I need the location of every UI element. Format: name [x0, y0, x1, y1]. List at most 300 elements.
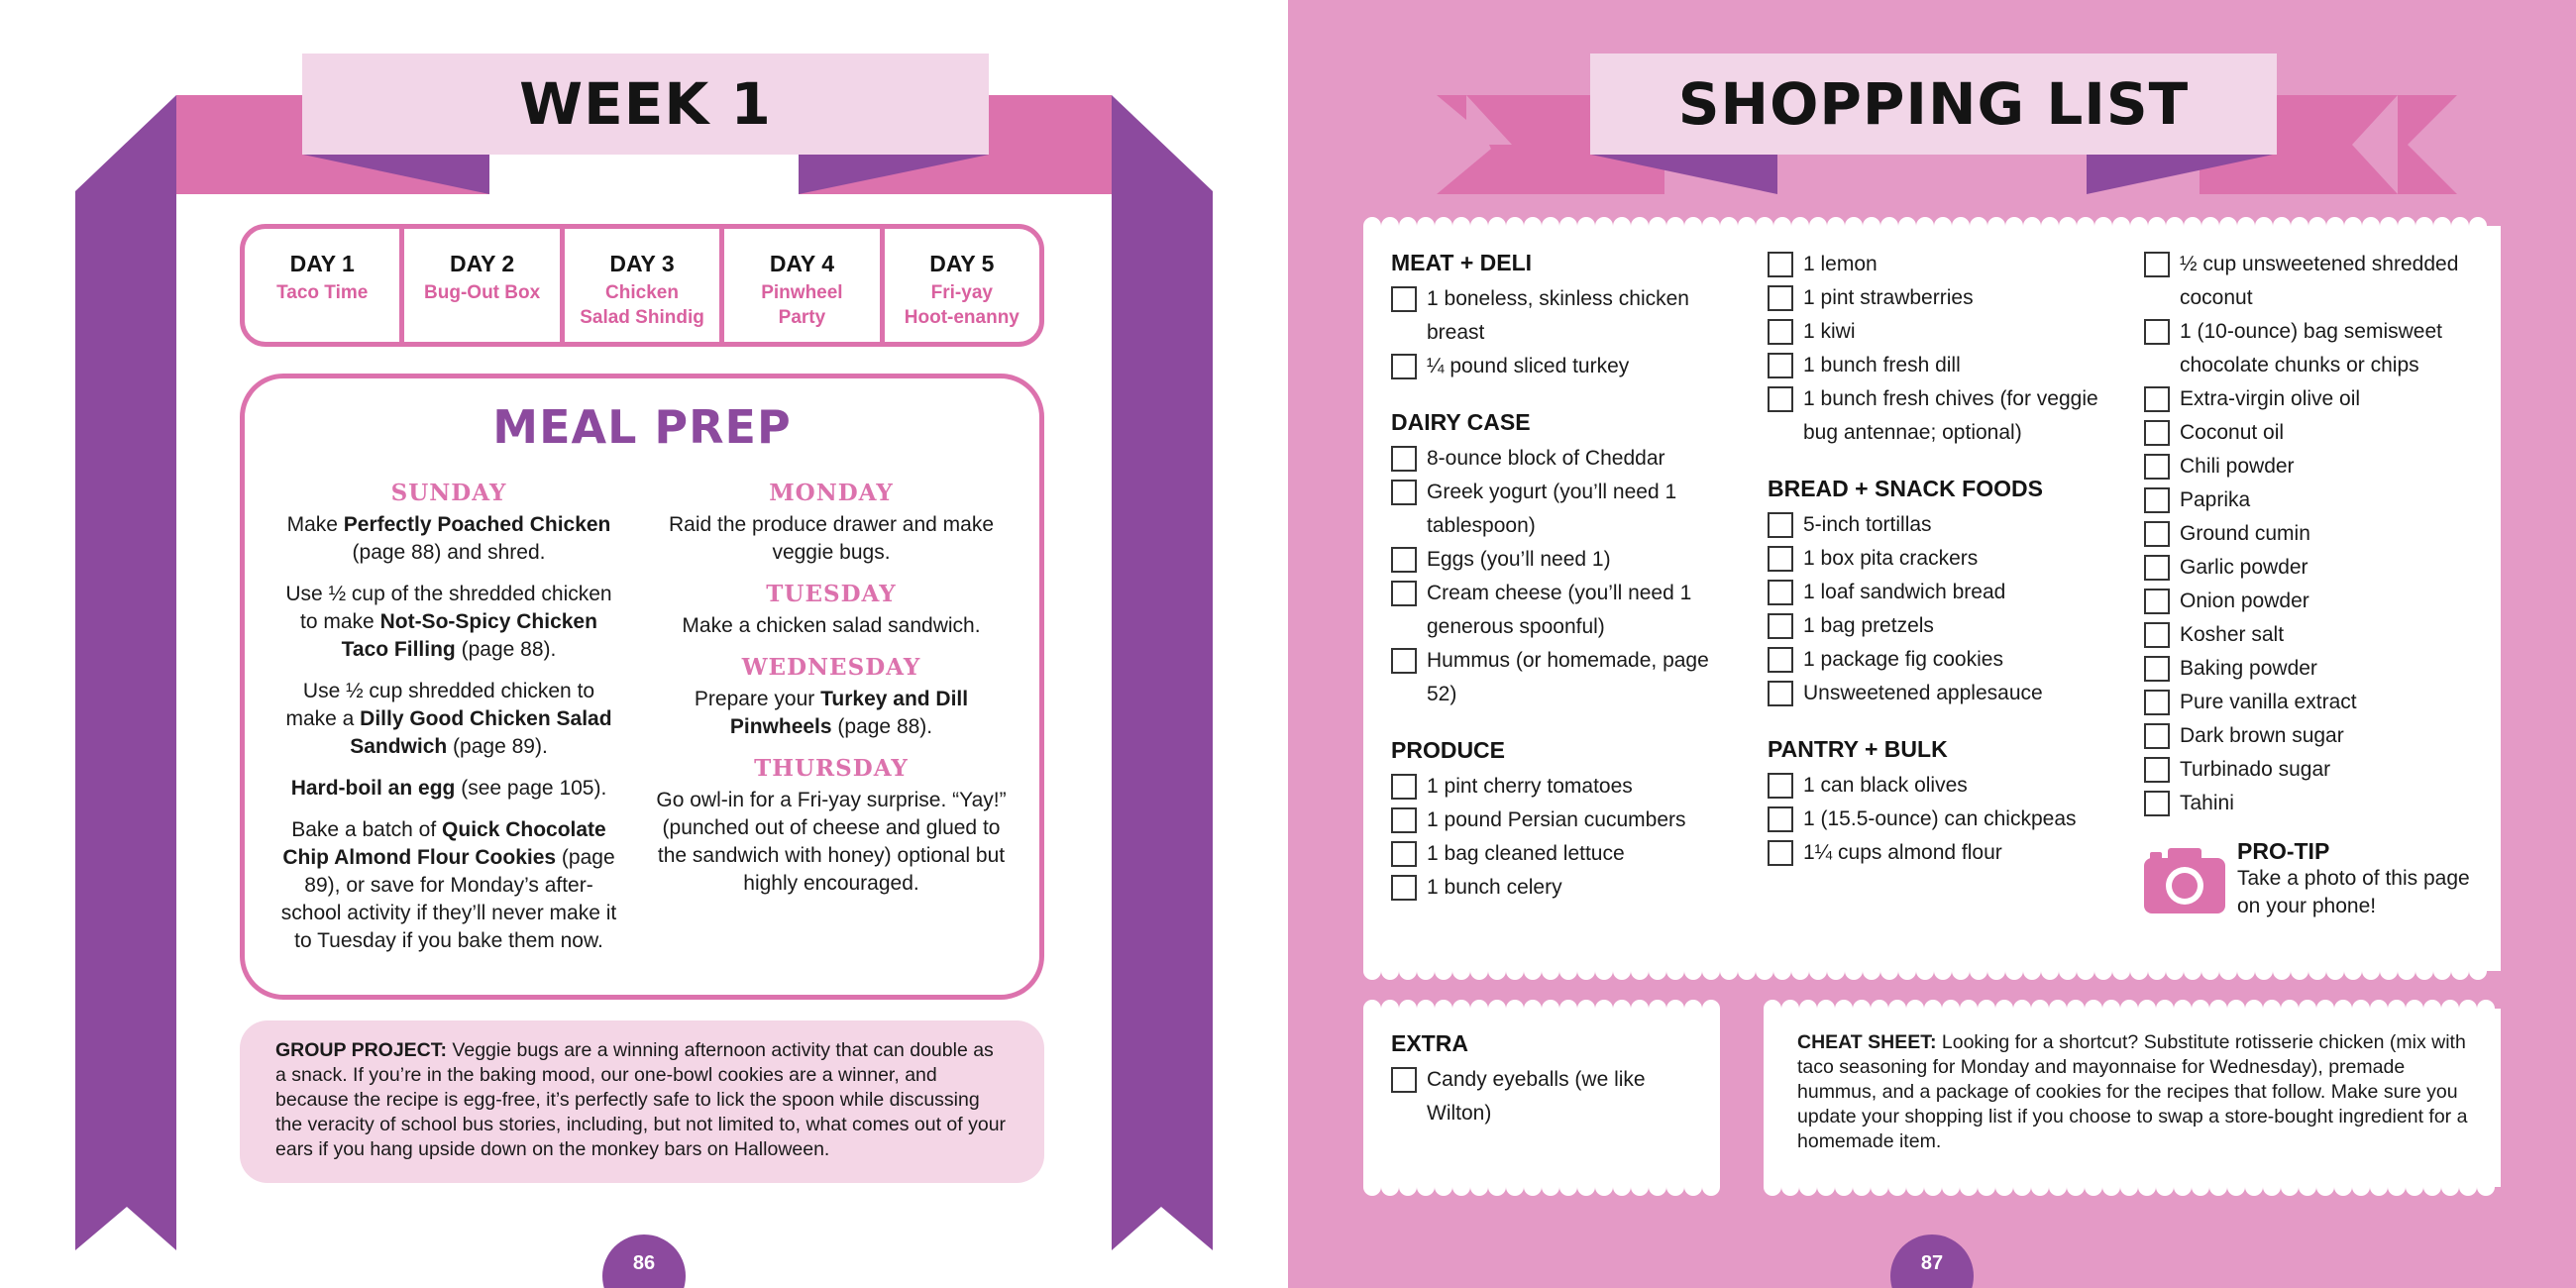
- scallop: [1613, 962, 1631, 980]
- checkbox[interactable]: [1768, 252, 1793, 277]
- shopping-item[interactable]: 1 bunch celery: [1391, 871, 1728, 905]
- shopping-item[interactable]: 1 lemon: [1768, 248, 2114, 281]
- pro-tip-heading: PRO-TIP: [2237, 838, 2330, 864]
- scallop: [1924, 1000, 1942, 1018]
- shopping-item[interactable]: Hummus (or homemade, page 52): [1391, 644, 1728, 711]
- scallop: [1559, 1178, 1577, 1196]
- shopping-item[interactable]: Turbinado sugar: [2144, 753, 2481, 787]
- scallop: [2469, 217, 2487, 235]
- scallop: [1631, 962, 1649, 980]
- scallop: [1720, 962, 1738, 980]
- scallop: [1577, 217, 1595, 235]
- scallop: [1817, 1000, 1835, 1018]
- shopping-section: [1768, 248, 2114, 450]
- checkbox[interactable]: [1768, 806, 1793, 832]
- monday-heading: MONDAY: [769, 480, 894, 506]
- scallop: [2059, 962, 2077, 980]
- scallop: [2291, 962, 2308, 980]
- scallop: [2423, 1178, 2441, 1196]
- shopping-item[interactable]: 1 loaf sandwich bread: [1768, 576, 2114, 609]
- scallop: [2166, 217, 2184, 235]
- shopping-section: [1391, 409, 1728, 711]
- scallop: [1888, 1178, 1906, 1196]
- scallop: [2067, 1000, 2085, 1018]
- scallop: [1506, 962, 1524, 980]
- shopping-item[interactable]: Dark brown sugar: [2144, 719, 2481, 753]
- shopping-item[interactable]: 1 bag pretzels: [1768, 609, 2114, 643]
- scallop: [2209, 1178, 2227, 1196]
- meal-prep-title: MEAL PREP: [492, 400, 792, 454]
- scallop: [1488, 1178, 1506, 1196]
- scallop: [1381, 1178, 1399, 1196]
- page-number: 87: [1890, 1234, 1974, 1288]
- section-heading: MEAT + DELI: [1391, 250, 1533, 275]
- scallop: [2255, 962, 2273, 980]
- scallop: [1916, 217, 1934, 235]
- shopping-item[interactable]: 1 box pita crackers: [1768, 542, 2114, 576]
- checkbox[interactable]: [2144, 589, 2170, 614]
- scallop: [1906, 1178, 1924, 1196]
- scallop: [1506, 1178, 1524, 1196]
- sunday-column: [280, 480, 617, 969]
- checkbox[interactable]: [2144, 555, 2170, 581]
- scallop: [1452, 962, 1470, 980]
- day-name: Taco Time: [276, 282, 369, 303]
- scallop: [1987, 217, 2005, 235]
- scallop: [1871, 1178, 1888, 1196]
- checkbox[interactable]: [2144, 420, 2170, 446]
- scallop: [2237, 962, 2255, 980]
- shopping-item[interactable]: 1 bunch fresh chives (for veggie bug antennae; optional): [1768, 382, 2114, 450]
- scallop: [2005, 962, 2023, 980]
- checkbox[interactable]: [1768, 353, 1793, 378]
- checkbox[interactable]: [2144, 723, 2170, 749]
- scallop: [2166, 962, 2184, 980]
- scallop: [1853, 1000, 1871, 1018]
- scallop: [1363, 962, 1381, 980]
- right-page: [1288, 0, 2576, 1288]
- day-tabs: [240, 224, 1044, 347]
- cheat-sheet-text: Looking for a shortcut? Substitute rotisserie chicken (mix with taco seasoning for Monday and mayonnaise for Wednesday), premade hummus, and a package of cookies for the recipes that follow. Make sure you update your shopping list if you choose to swap a store-bought ingredient for a homemade item.: [1797, 1031, 2468, 1152]
- scallop: [1381, 217, 1399, 235]
- scallop: [1781, 1000, 1799, 1018]
- shopping-item[interactable]: 1 (15.5-ounce) can chickpeas: [1768, 803, 2114, 836]
- scallop: [2174, 1000, 2192, 1018]
- checkbox[interactable]: [2144, 521, 2170, 547]
- scallop: [2237, 217, 2255, 235]
- shopping-item[interactable]: Chili powder: [2144, 450, 2481, 483]
- scallop: [2120, 1178, 2138, 1196]
- shopping-item[interactable]: 1 (10-ounce) bag semisweet chocolate chunks or chips: [2144, 315, 2481, 382]
- cheat-sheet-label: CHEAT SHEET:: [1797, 1031, 1937, 1053]
- scallop: [2344, 962, 2362, 980]
- scallop: [1952, 217, 1970, 235]
- weekday-column: [653, 480, 1010, 912]
- scallop: [1942, 1178, 1960, 1196]
- scallop: [2227, 1178, 2245, 1196]
- shopping-item[interactable]: Baking powder: [2144, 652, 2481, 686]
- checkbox[interactable]: [2144, 252, 2170, 277]
- scallop: [1399, 962, 1417, 980]
- scallop: [2406, 1000, 2423, 1018]
- scallop: [1835, 1000, 1853, 1018]
- scallop: [2308, 217, 2326, 235]
- scallop: [1799, 1178, 1817, 1196]
- scallop: [2174, 1178, 2192, 1196]
- scallop: [2255, 217, 2273, 235]
- scallop: [2433, 217, 2451, 235]
- scallop: [1995, 1178, 2013, 1196]
- scallop: [1666, 962, 1684, 980]
- shopping-item[interactable]: Paprika: [2144, 483, 2481, 517]
- scallop: [2112, 962, 2130, 980]
- wednesday-heading: WEDNESDAY: [741, 654, 921, 681]
- scallop: [2077, 217, 2094, 235]
- scallop: [1809, 217, 1827, 235]
- day-tab: [885, 229, 1039, 342]
- scallop: [2031, 1178, 2049, 1196]
- scallop: [1684, 1178, 1702, 1196]
- shopping-item[interactable]: Coconut oil: [2144, 416, 2481, 450]
- scallop: [2451, 962, 2469, 980]
- tuesday-heading: TUESDAY: [766, 581, 897, 607]
- page-title: WEEK 1: [302, 54, 989, 155]
- checkbox[interactable]: [1391, 774, 1417, 800]
- scallop: [2299, 1000, 2316, 1018]
- section-heading: DAIRY CASE: [1391, 409, 1531, 435]
- shopping-item[interactable]: Onion powder: [2144, 585, 2481, 618]
- scallop: [2370, 1178, 2388, 1196]
- shopping-item[interactable]: Eggs (you’ll need 1): [1391, 543, 1728, 577]
- scallop: [1970, 962, 1987, 980]
- checkbox[interactable]: [2144, 319, 2170, 345]
- checkbox[interactable]: [2144, 656, 2170, 682]
- checkbox[interactable]: [1391, 480, 1417, 505]
- scallop: [1978, 1178, 1995, 1196]
- sunday-heading: SUNDAY: [390, 480, 507, 506]
- scallop: [2005, 217, 2023, 235]
- scallop: [2067, 1178, 2085, 1196]
- checkbox[interactable]: [1768, 647, 1793, 673]
- scallop: [2130, 962, 2148, 980]
- scallop: [1470, 1000, 1488, 1018]
- scallop: [1809, 962, 1827, 980]
- scallop: [1577, 1000, 1595, 1018]
- checkbox[interactable]: [1391, 807, 1417, 833]
- shopping-column-2: [1768, 248, 2114, 896]
- scallop: [2273, 217, 2291, 235]
- day-name: Pinwheel Party: [761, 282, 843, 328]
- shopping-item[interactable]: 1 package fig cookies: [1768, 643, 2114, 677]
- checkbox[interactable]: [1391, 581, 1417, 606]
- scallop: [1952, 962, 1970, 980]
- day-number: DAY 3: [609, 251, 675, 276]
- scallop: [2406, 1178, 2423, 1196]
- scallop: [1845, 217, 1863, 235]
- shopping-item[interactable]: Cream cheese (you’ll need 1 generous spoonful): [1391, 577, 1728, 644]
- scallop: [1845, 962, 1863, 980]
- scallop: [1649, 217, 1666, 235]
- shopping-section: [1768, 476, 2114, 710]
- scallop: [2316, 1178, 2334, 1196]
- scallop: [1799, 1000, 1817, 1018]
- scallop: [2094, 962, 2112, 980]
- shopping-item[interactable]: ½ cup unsweetened shredded coconut: [2144, 248, 2481, 315]
- checkbox[interactable]: [1391, 446, 1417, 472]
- checkbox[interactable]: [2144, 622, 2170, 648]
- scallop: [1666, 1000, 1684, 1018]
- shopping-item[interactable]: 1 bag cleaned lettuce: [1391, 837, 1728, 871]
- shopping-item[interactable]: 1 kiwi: [1768, 315, 2114, 349]
- shopping-item[interactable]: Pure vanilla extract: [2144, 686, 2481, 719]
- checkbox[interactable]: [1768, 580, 1793, 605]
- checkbox[interactable]: [1768, 319, 1793, 345]
- scallop: [1898, 962, 1916, 980]
- prep-step: Prepare your Turkey and Dill Pinwheels (page 88).: [694, 688, 969, 738]
- scallop: [1738, 962, 1756, 980]
- checkbox[interactable]: [1768, 681, 1793, 706]
- scallop: [2209, 1000, 2227, 1018]
- scallop: [1577, 1178, 1595, 1196]
- shopping-item[interactable]: 1 pint cherry tomatoes: [1391, 770, 1728, 804]
- shopping-item[interactable]: 1¼ cups almond flour: [1768, 836, 2114, 870]
- scallop: [2398, 217, 2415, 235]
- scallop: [2192, 1178, 2209, 1196]
- scallop: [1399, 1178, 1417, 1196]
- scallop: [2077, 962, 2094, 980]
- shopping-column-1: [1391, 250, 1728, 930]
- scallop: [1764, 1178, 1781, 1196]
- scallop: [2192, 1000, 2209, 1018]
- scallop: [2245, 1178, 2263, 1196]
- scallop: [1702, 217, 1720, 235]
- checkbox[interactable]: [1768, 512, 1793, 538]
- day-name: Fri-yay Hoot-enanny: [904, 282, 1020, 328]
- scallop: [2245, 1000, 2263, 1018]
- scallop: [1613, 1178, 1631, 1196]
- prep-step: Make a chicken salad sandwich.: [682, 614, 981, 637]
- shopping-item[interactable]: Ground cumin: [2144, 517, 2481, 551]
- scallop: [2023, 962, 2041, 980]
- day-number: DAY 1: [289, 251, 355, 276]
- section-heading: BREAD + SNACK FOODS: [1768, 476, 2043, 501]
- scallop: [2299, 1178, 2316, 1196]
- scallop: [1381, 962, 1399, 980]
- scallop: [1791, 217, 1809, 235]
- scallop: [1363, 1178, 1381, 1196]
- checkbox[interactable]: [1768, 613, 1793, 639]
- scallop: [1960, 1178, 1978, 1196]
- cheat-sheet: [1797, 1030, 2471, 1154]
- scallop: [1934, 217, 1952, 235]
- shopping-column-3: [2144, 248, 2481, 927]
- scallop: [2041, 217, 2059, 235]
- scallop: [1435, 962, 1452, 980]
- shopping-item[interactable]: 1 pint strawberries: [1768, 281, 2114, 315]
- shopping-item[interactable]: 1 pound Persian cucumbers: [1391, 804, 1728, 837]
- prep-step: Use ½ cup shredded chicken to make a Dilly Good Chicken Salad Sandwich (page 89).: [285, 680, 612, 758]
- shopping-item[interactable]: Kosher salt: [2144, 618, 2481, 652]
- scallop: [1417, 962, 1435, 980]
- scallop: [1853, 1178, 1871, 1196]
- scallop: [1791, 962, 1809, 980]
- day-tab: [404, 229, 564, 342]
- shopping-item[interactable]: 5-inch tortillas: [1768, 508, 2114, 542]
- checkbox[interactable]: [1768, 386, 1793, 412]
- day-number: DAY 4: [769, 251, 835, 276]
- scallop: [2138, 1178, 2156, 1196]
- shopping-item[interactable]: Unsweetened applesauce: [1768, 677, 2114, 710]
- checkbox[interactable]: [1391, 648, 1417, 674]
- scallop: [1613, 1000, 1631, 1018]
- scallop: [1631, 1178, 1649, 1196]
- checkbox[interactable]: [2144, 487, 2170, 513]
- scallop: [1417, 217, 1435, 235]
- page-title: SHOPPING LIST: [1590, 54, 2277, 155]
- scallop: [2380, 217, 2398, 235]
- shopping-item[interactable]: ¼ pound sliced turkey: [1391, 350, 1728, 383]
- scallop: [2156, 1178, 2174, 1196]
- checkbox[interactable]: [1391, 286, 1417, 312]
- scallop: [1666, 1178, 1684, 1196]
- scallop: [1649, 1178, 1666, 1196]
- scallop: [2415, 217, 2433, 235]
- meal-prep-box: [240, 374, 1044, 1000]
- checkbox[interactable]: [1768, 546, 1793, 572]
- scallop: [2362, 962, 2380, 980]
- scallop: [2120, 1000, 2138, 1018]
- scallop: [2281, 1000, 2299, 1018]
- scallop: [1987, 962, 2005, 980]
- scallop: [2362, 217, 2380, 235]
- checkbox[interactable]: [1391, 354, 1417, 379]
- scallop: [1817, 1178, 1835, 1196]
- shopping-section: [1391, 737, 1728, 905]
- scallop: [1827, 962, 1845, 980]
- scallop: [2326, 962, 2344, 980]
- section-heading: EXTRA: [1391, 1030, 1468, 1056]
- scallop: [2326, 217, 2344, 235]
- scallop: [2388, 1000, 2406, 1018]
- scallop: [2398, 962, 2415, 980]
- scallop: [1542, 1178, 1559, 1196]
- scallop: [2138, 1000, 2156, 1018]
- checkbox[interactable]: [1768, 840, 1793, 866]
- scallop: [2112, 217, 2130, 235]
- scallop: [1559, 1000, 1577, 1018]
- checkbox[interactable]: [2144, 757, 2170, 783]
- scallop: [1488, 1000, 1506, 1018]
- scallop: [1559, 217, 1577, 235]
- scallop: [1417, 1178, 1435, 1196]
- shopping-item[interactable]: Extra-virgin olive oil: [2144, 382, 2481, 416]
- scallop: [1684, 962, 1702, 980]
- checkbox[interactable]: [2144, 386, 2170, 412]
- scallop: [1524, 962, 1542, 980]
- scallop: [2041, 962, 2059, 980]
- shopping-item[interactable]: Garlic powder: [2144, 551, 2481, 585]
- scallop: [2023, 217, 2041, 235]
- checkbox[interactable]: [2144, 454, 2170, 480]
- camera-icon: [2144, 848, 2225, 913]
- scallop: [1738, 217, 1756, 235]
- checkbox[interactable]: [1768, 285, 1793, 311]
- prep-step: Make Perfectly Poached Chicken (page 88) and shred.: [286, 513, 611, 564]
- extra-section: [1391, 1030, 1708, 1130]
- scallop: [2094, 217, 2112, 235]
- shopping-item[interactable]: Greek yogurt (you’ll need 1 tablespoon): [1391, 476, 1728, 543]
- scallop: [1827, 217, 1845, 235]
- shopping-item[interactable]: Candy eyeballs (we like Wilton): [1391, 1063, 1708, 1130]
- scallop: [1934, 962, 1952, 980]
- scallop: [1470, 1178, 1488, 1196]
- checkbox[interactable]: [1391, 547, 1417, 573]
- day-tab: [245, 229, 404, 342]
- scallop: [2263, 1000, 2281, 1018]
- scallop: [1649, 962, 1666, 980]
- thursday-heading: THURSDAY: [754, 755, 909, 782]
- scallop: [1452, 1000, 1470, 1018]
- scallop: [2263, 1178, 2281, 1196]
- scallop: [2441, 1178, 2459, 1196]
- scallop: [2201, 217, 2219, 235]
- scallop: [1435, 1178, 1452, 1196]
- day-name: Chicken Salad Shindig: [580, 282, 704, 328]
- day-tab: [565, 229, 724, 342]
- scallop: [1577, 962, 1595, 980]
- scallop: [2148, 217, 2166, 235]
- section-heading: PANTRY + BULK: [1768, 736, 1948, 762]
- shopping-item[interactable]: 1 bunch fresh dill: [1768, 349, 2114, 382]
- scallop: [1524, 1000, 1542, 1018]
- checkbox[interactable]: [1391, 1067, 1417, 1093]
- scallop: [1942, 1000, 1960, 1018]
- scallop: [2344, 217, 2362, 235]
- shopping-item[interactable]: Tahini: [2144, 787, 2481, 820]
- prep-step: Bake a batch of Quick Chocolate Chip Almond Flour Cookies (page 89), or save for Monday’s after-school activity if they’ll never make it to Tuesday if you bake them now.: [280, 818, 617, 952]
- scallop: [2273, 962, 2291, 980]
- shopping-item[interactable]: 8-ounce block of Cheddar: [1391, 442, 1728, 476]
- scallop: [2085, 1178, 2102, 1196]
- scallop: [2459, 1178, 2477, 1196]
- scallop: [1488, 962, 1506, 980]
- checkbox[interactable]: [2144, 690, 2170, 715]
- checkbox[interactable]: [1391, 841, 1417, 867]
- scallop: [1888, 1000, 1906, 1018]
- scallop: [2451, 217, 2469, 235]
- shopping-section: [1391, 250, 1728, 383]
- scallop: [2352, 1000, 2370, 1018]
- scallop: [2441, 1000, 2459, 1018]
- scallop: [2316, 1000, 2334, 1018]
- scallop: [1506, 217, 1524, 235]
- checkbox[interactable]: [1768, 773, 1793, 799]
- scallop: [2148, 962, 2166, 980]
- checkbox[interactable]: [1391, 875, 1417, 901]
- scallop: [1363, 1000, 1381, 1018]
- scallop: [2085, 1000, 2102, 1018]
- shopping-item[interactable]: 1 boneless, skinless chicken breast: [1391, 282, 1728, 350]
- scallop: [1906, 1000, 1924, 1018]
- scallop: [2201, 962, 2219, 980]
- scallop: [1764, 1000, 1781, 1018]
- scallop: [1613, 217, 1631, 235]
- shopping-item[interactable]: 1 can black olives: [1768, 769, 2114, 803]
- checkbox[interactable]: [2144, 791, 2170, 816]
- prep-step: Raid the produce drawer and make veggie bugs.: [668, 513, 995, 564]
- prep-step: Hard-boil an egg (see page 105).: [290, 777, 607, 800]
- scallop: [1649, 1000, 1666, 1018]
